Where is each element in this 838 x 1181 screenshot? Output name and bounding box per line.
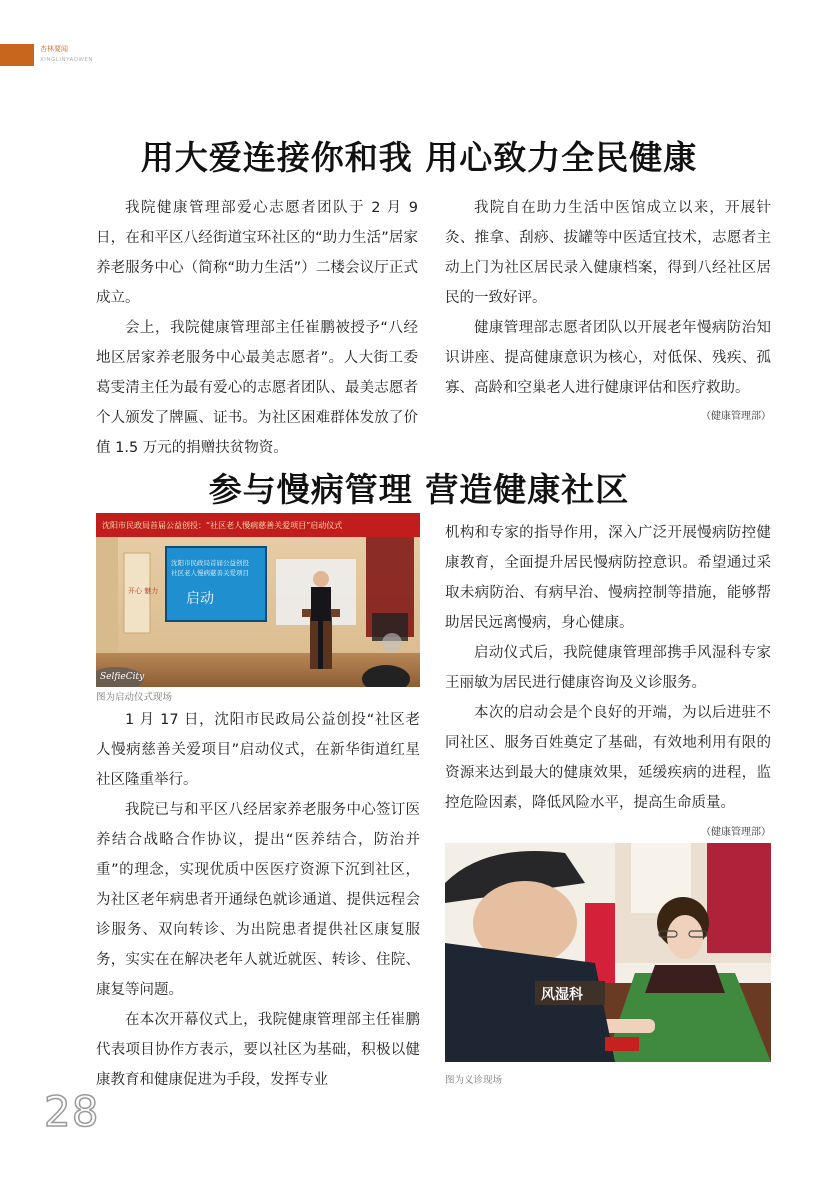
photo-screen-line2: 社区老人慢病慈善关爱项目 <box>171 569 249 577</box>
photo-screen-big: 启动 <box>186 591 214 607</box>
article2-paragraph-text: 本次的启动会是个良好的开端，为以后进驻不同社区、服务百姓奠定了基础，有效地利用有限的资源来达到最大的健康效果，延缓疾病的进程，监控危险因素，降低风险水平，提高生命质量。 <box>445 705 771 811</box>
section-title: 杏林要闻 <box>40 45 68 53</box>
article2-paragraph: 我院已与和平区八经居家养老服务中心签订医养结合战略合作协议，提出“医养结合，防治并重”的理念，实现优质中医医疗资源下沉到社区，为社区老年病患者开通绿色就诊通道、提供远程会诊服务、双向转诊、为出院患者提供社区康复服务，实实在在解决老年人就近就医、转诊、住院、康复等问题。 <box>96 802 420 998</box>
article2-title: 参与慢病管理 营造健康社区 <box>208 470 630 509</box>
article1-column-left <box>96 193 418 463</box>
article1-credit: （健康管理部） <box>701 411 771 422</box>
page-number: 28 <box>44 1087 100 1136</box>
photo-sign-text: 风湿科 <box>541 987 583 1003</box>
photo-caption: 图为启动仪式现场 <box>96 692 173 703</box>
article2-paragraph-continued: 机构和专家的指导作用，深入广泛开展慢病防控健康教育，全面提升居民慢病防控意识。希望通过采取未病防治、有病早治、慢病控制等措施，能够帮助居民远离慢病，身心健康。 <box>445 525 771 631</box>
article2-paragraph: 1 月 17 日，沈阳市民政局公益创投“社区老人慢病慈善关爱项目”启动仪式，在新华街道红星社区隆重举行。 <box>96 712 420 788</box>
article1-title: 用大爱连接你和我 用心致力全民健康 <box>140 138 698 177</box>
photo-banner-text: 沈阳市民政局首届公益创投：“社区老人慢病慈善关爱项目”启动仪式 <box>102 521 343 530</box>
section-tab-mark <box>0 44 34 66</box>
article1-column-right <box>445 193 771 431</box>
section-title-pinyin: XINGLINYAOWEN <box>40 57 94 63</box>
photo-watermark: SelfieCity <box>100 672 145 682</box>
photo-screen-line1: 沈阳市民政局首届公益创投 <box>171 559 249 567</box>
photo-side-banner: 开心 魅力 <box>128 587 159 595</box>
article1-paragraph: 健康管理部志愿者团队以开展老年慢病防治知识讲座、提高健康意识为核心，对低保、残疾、孤寡、高龄和空巢老人进行健康评估和医疗救助。 <box>445 320 771 396</box>
article2-column-right <box>445 518 771 848</box>
event-stage-photo <box>96 513 420 687</box>
article2-credit: （健康管理部） <box>701 827 771 838</box>
article1-paragraph: 我院自在助力生活中医馆成立以来，开展针灸、推拿、刮痧、拔罐等中医适宜技术，志愿者主动上门为社区居民录入健康档案，得到八经社区居民的一致好评。 <box>445 200 771 306</box>
article1-paragraph: 会上，我院健康管理部主任崔鹏被授予“八经地区居家养老服务中心最美志愿者”。人大街工委葛雯清主任为最有爱心的志愿者团队、最美志愿者个人颁发了牌匾、证书。为社区困难群体发放了价值 1.5 万元的捐赠扶贫物资。 <box>96 320 418 456</box>
article2-column-left <box>96 705 420 1095</box>
article2-paragraph: 启动仪式后，我院健康管理部携手风湿科专家王丽敏为居民进行健康咨询及义诊服务。 <box>445 645 771 691</box>
photo-caption: 图为义诊现场 <box>445 1075 503 1086</box>
clinic-consultation-photo <box>445 843 771 1062</box>
article2-paragraph: 在本次开幕仪式上，我院健康管理部主任崔鹏代表项目协作方表示，要以社区为基础，积极以健康教育和健康促进为手段，发挥专业 <box>96 1012 420 1088</box>
article1-paragraph: 我院健康管理部爱心志愿者团队于 2 月 9 日，在和平区八经街道宝环社区的“助力生活”居家养老服务中心（简称“助力生活”）二楼会议厅正式成立。 <box>96 200 418 306</box>
article2-paragraph <box>445 698 771 838</box>
